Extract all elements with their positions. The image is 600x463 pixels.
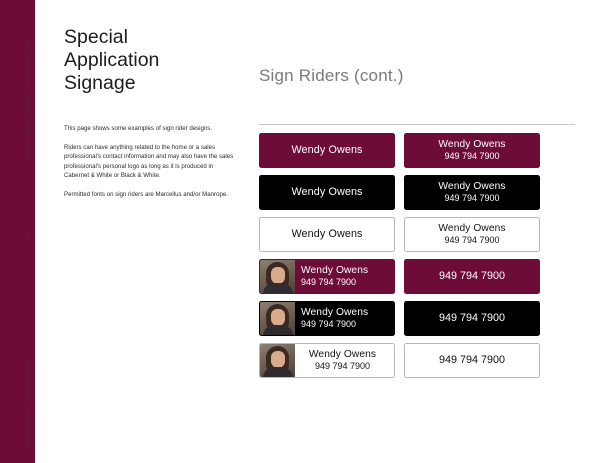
sign-rider-card bbox=[404, 301, 540, 336]
sign-rider-text bbox=[405, 355, 539, 367]
sign-rider-text bbox=[405, 313, 539, 325]
sign-rider-card bbox=[404, 343, 540, 378]
sign-rider-text bbox=[260, 187, 394, 199]
sign-rider-card bbox=[259, 133, 395, 168]
rider-agent-name: Wendy Owens bbox=[438, 181, 506, 192]
sign-rider-text bbox=[405, 181, 539, 204]
rider-phone-number: 949 794 7900 bbox=[438, 311, 506, 324]
rider-agent-name: Wendy Owens bbox=[438, 223, 506, 234]
sign-rider-row bbox=[259, 343, 577, 378]
sign-rider-card bbox=[404, 217, 540, 252]
body-copy bbox=[64, 124, 236, 209]
sign-rider-card bbox=[404, 133, 540, 168]
sign-rider-card bbox=[259, 259, 395, 294]
page-title bbox=[64, 26, 244, 95]
page-title-line-2: Application bbox=[64, 49, 160, 71]
section-heading: Sign Riders (cont.) bbox=[259, 66, 404, 85]
rider-agent-name: Wendy Owens bbox=[301, 265, 369, 276]
body-paragraph-3: Permitted fonts on sign riders are Marcellus and/or Manrope. bbox=[64, 190, 228, 198]
sign-rider-card bbox=[404, 175, 540, 210]
body-paragraph-2: Riders can have anything related to the home or a sales professional's contact information and may also have the sales professional's personal logo as long as it is produced in Cabernet & White or Black & White. bbox=[64, 143, 234, 180]
rider-agent-name: Wendy Owens bbox=[308, 349, 377, 360]
sign-rider-text bbox=[260, 229, 394, 241]
rider-agent-name: Wendy Owens bbox=[291, 143, 363, 156]
sign-rider-text bbox=[295, 349, 394, 372]
body-paragraph-1: This page shows some examples of sign rider designs. bbox=[64, 125, 213, 132]
sign-rider-text bbox=[405, 271, 539, 283]
rider-agent-name: Wendy Owens bbox=[301, 307, 369, 318]
rider-phone-number: 949 794 7900 bbox=[438, 353, 506, 366]
sign-rider-card bbox=[404, 259, 540, 294]
rider-phone-number: 949 794 7900 bbox=[301, 318, 357, 329]
sign-rider-row bbox=[259, 175, 577, 210]
brand-vertical-text: BERKSHIRE HATHAWAY HOMESERVICES bbox=[26, 40, 31, 160]
sign-rider-card bbox=[259, 301, 395, 336]
sign-rider-row bbox=[259, 301, 577, 336]
sign-rider-row bbox=[259, 217, 577, 252]
agent-photo bbox=[260, 259, 295, 294]
rider-agent-name: Wendy Owens bbox=[291, 227, 363, 240]
sign-rider-text bbox=[295, 307, 394, 330]
sign-rider-grid bbox=[259, 133, 577, 385]
agent-photo bbox=[260, 301, 295, 336]
sign-rider-row bbox=[259, 133, 577, 168]
rider-phone-number: 949 794 7900 bbox=[444, 234, 500, 245]
section-divider bbox=[259, 124, 575, 125]
rider-phone-number: 949 794 7900 bbox=[444, 192, 500, 203]
rider-agent-name: Wendy Owens bbox=[438, 139, 506, 150]
sign-rider-card bbox=[259, 175, 395, 210]
sign-rider-text bbox=[295, 265, 394, 288]
footer-vertical-text: BRAND GUIDELINES JAN 2023 bbox=[26, 358, 31, 448]
sign-rider-card bbox=[259, 217, 395, 252]
rider-phone-number: 949 794 7900 bbox=[314, 360, 371, 371]
rider-phone-number: 949 794 7900 bbox=[301, 276, 357, 287]
rider-agent-name: Wendy Owens bbox=[291, 185, 363, 198]
rider-phone-number: 949 794 7900 bbox=[444, 150, 500, 161]
sign-rider-row bbox=[259, 259, 577, 294]
rider-phone-number: 949 794 7900 bbox=[438, 269, 506, 282]
sign-rider-text bbox=[405, 223, 539, 246]
sign-rider-text bbox=[260, 145, 394, 157]
page-title-line-1: Special bbox=[64, 26, 128, 48]
page-number: 51 bbox=[26, 233, 31, 240]
sign-rider-text bbox=[405, 139, 539, 162]
agent-photo bbox=[260, 343, 295, 378]
sign-rider-card bbox=[259, 343, 395, 378]
page-title-line-3: Signage bbox=[64, 72, 136, 94]
